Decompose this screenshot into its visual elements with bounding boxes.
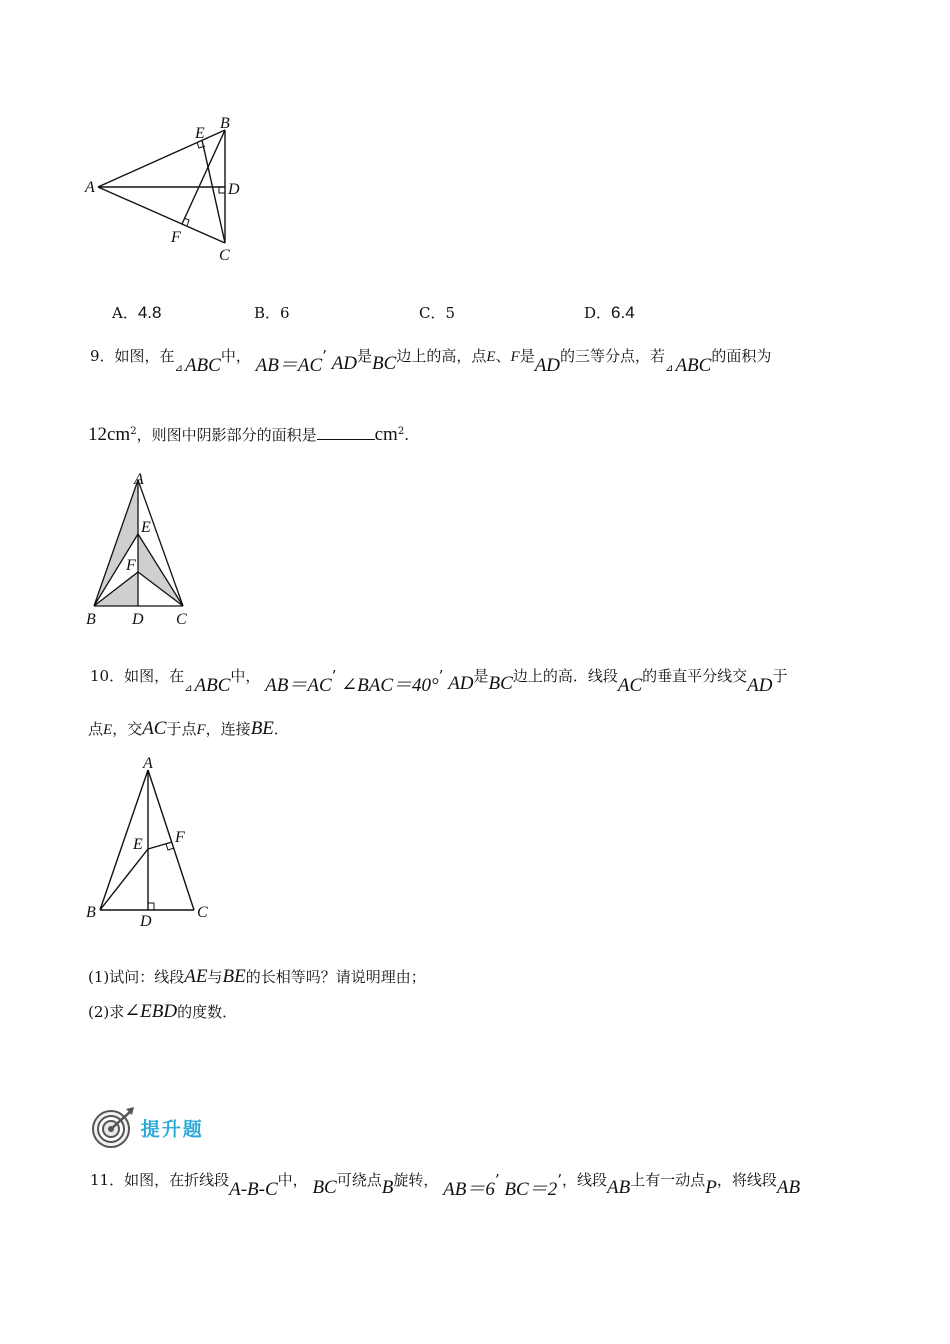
label-a: A <box>134 471 144 488</box>
seg-ac <box>148 770 194 910</box>
label-d: D <box>228 181 240 198</box>
label-c: C <box>176 611 187 628</box>
label-f: F <box>175 829 185 846</box>
figure-q10 <box>80 752 220 932</box>
option-b[interactable]: B．6 <box>254 304 290 322</box>
figure-q8 <box>80 110 260 270</box>
label-e: E <box>133 836 143 853</box>
target-icon <box>90 1106 136 1150</box>
seg-ef <box>148 842 172 849</box>
seg-be <box>100 849 148 910</box>
right-angle-d <box>148 903 154 910</box>
label-d: D <box>140 913 152 930</box>
option-c[interactable]: C．5 <box>419 304 456 322</box>
q10-part2: (2)求∠EBD的度数． <box>88 1001 238 1022</box>
q10-part1: (1)试问：线段AE与BE的长相等吗？请说明理由； <box>88 966 426 987</box>
section-title: 提升题 <box>140 1118 204 1141</box>
label-e: E <box>195 125 205 142</box>
q10-line1: 10．如图，在⊿ ABC中， AB＝AC’ ∠BAC＝40°’ AD是BC边上的高．线段AC的垂直平分线交AD于 <box>90 667 788 696</box>
label-f: F <box>126 557 136 574</box>
option-a[interactable]: A．4.8 <box>112 303 162 322</box>
answer-blank[interactable] <box>317 425 375 440</box>
q9-line1: 9．如图，在⊿ ABC中， AB＝AC’ AD是BC边上的高，点E、F是AD的三等分点，若⊿ ABC的面积为 <box>90 347 772 376</box>
label-d: D <box>132 611 144 628</box>
q9-line2: $12cm^2$，则图中阴影部分的面积是 $cm^2$. <box>88 424 409 445</box>
label-b: B <box>220 115 230 132</box>
right-angle-d <box>219 187 225 193</box>
label-c: C <box>197 904 208 921</box>
q10-line2: 点E，交AC于点F，连接BE． <box>88 718 289 739</box>
label-b: B <box>86 904 96 921</box>
label-a: A <box>143 755 153 772</box>
label-b: B <box>86 611 96 628</box>
figure-q9 <box>80 468 200 633</box>
q11-line1: 11．如图，在折线段A-B-C中， BC可绕点B旋转， AB＝6’ BC＝2’，线段AB上有一动点P，将线段AB <box>90 1171 801 1200</box>
label-c: C <box>219 247 230 264</box>
label-e: E <box>141 519 151 536</box>
label-a: A <box>85 179 95 196</box>
option-d[interactable]: D．6.4 <box>584 303 635 322</box>
section-header <box>90 1106 204 1150</box>
seg-ac <box>98 187 225 243</box>
label-f: F <box>171 229 181 246</box>
